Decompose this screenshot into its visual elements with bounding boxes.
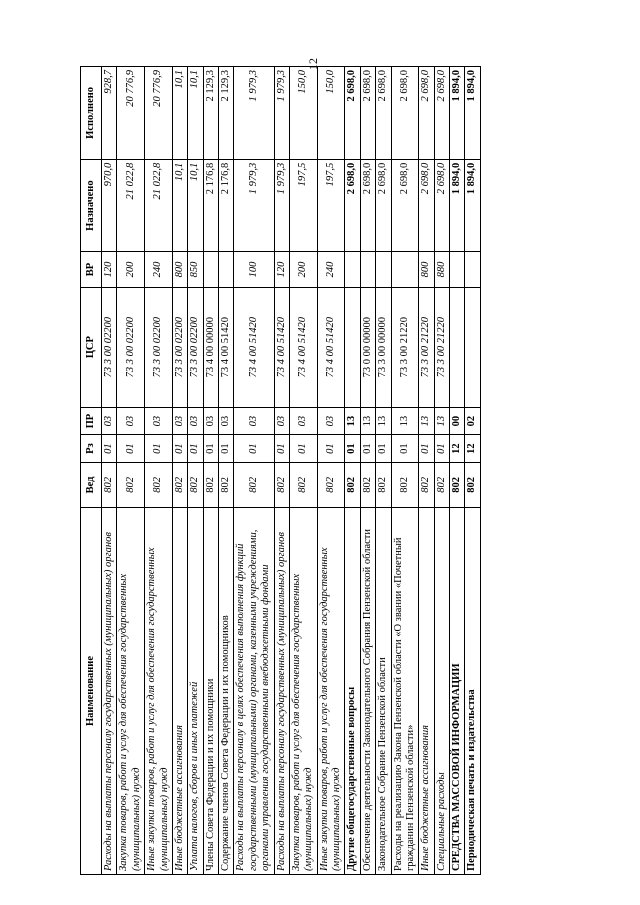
row-planned-cell: 21 022,8 <box>145 159 173 252</box>
row-name-cell: Уплата налогов, сборов и иных платежей <box>188 507 203 874</box>
row-vr-cell: 120 <box>274 252 289 287</box>
row-name-cell: Иные закупки товаров, работ и услуг для обеспечения государственных (муниципальных) нужд <box>317 507 345 874</box>
row-ved-cell: 802 <box>117 462 145 507</box>
row-rz-cell: 01 <box>289 435 317 463</box>
row-planned-cell: 2 176,8 <box>219 159 234 252</box>
row-vr-cell <box>450 252 465 287</box>
row-rz-cell: 01 <box>145 435 173 463</box>
row-rz-cell: 01 <box>360 435 375 463</box>
row-vr-cell: 800 <box>172 252 187 287</box>
row-rz-cell: 12 <box>450 435 465 463</box>
row-planned-cell: 197,5 <box>317 159 345 252</box>
row-rz-cell: 01 <box>234 435 274 463</box>
row-vr-cell <box>376 252 391 287</box>
header-executed: Исполнено <box>81 67 102 160</box>
row-rz-cell: 01 <box>419 435 434 463</box>
row-csr-cell: 73 3 00 21220 <box>434 287 449 407</box>
row-executed-cell: 20 776,9 <box>145 67 173 160</box>
row-ved-cell: 802 <box>391 462 419 507</box>
row-planned-cell: 1 979,3 <box>274 159 289 252</box>
table-row <box>145 67 173 875</box>
row-name-cell: Члены Совета Федерации и их помощники <box>203 507 218 874</box>
row-name-cell: Содержание членов Совета Федерации и их помощников <box>219 507 234 874</box>
table-row <box>203 67 218 875</box>
row-vr-cell: 200 <box>117 252 145 287</box>
table-row <box>391 67 419 875</box>
row-executed-cell: 928,7 <box>102 67 117 160</box>
row-pr-cell: 03 <box>203 407 218 435</box>
row-ved-cell: 802 <box>450 462 465 507</box>
row-rz-cell: 01 <box>117 435 145 463</box>
row-planned-cell: 197,5 <box>289 159 317 252</box>
row-csr-cell <box>345 287 360 407</box>
row-vr-cell <box>219 252 234 287</box>
header-rz: Рз <box>81 435 102 463</box>
row-vr-cell: 120 <box>102 252 117 287</box>
row-ved-cell: 802 <box>360 462 375 507</box>
row-name-cell: Иные бюджетные ассигнования <box>172 507 187 874</box>
row-planned-cell: 2 698,0 <box>419 159 434 252</box>
row-vr-cell: 800 <box>419 252 434 287</box>
row-pr-cell: 03 <box>102 407 117 435</box>
row-pr-cell: 03 <box>117 407 145 435</box>
row-pr-cell: 03 <box>172 407 187 435</box>
row-ved-cell: 802 <box>234 462 274 507</box>
table-row <box>345 67 360 875</box>
row-pr-cell: 03 <box>317 407 345 435</box>
row-executed-cell: 2 698,0 <box>345 67 360 160</box>
row-executed-cell: 2 698,0 <box>391 67 419 160</box>
row-csr-cell: 73 3 00 02200 <box>188 287 203 407</box>
row-csr-cell: 73 3 00 02200 <box>172 287 187 407</box>
table-header-row <box>81 67 102 875</box>
row-ved-cell: 802 <box>419 462 434 507</box>
row-vr-cell: 240 <box>145 252 173 287</box>
row-name-cell: Законодательное Собрание Пензенской области <box>376 507 391 874</box>
table-row <box>360 67 375 875</box>
row-executed-cell: 2 698,0 <box>419 67 434 160</box>
table-body <box>102 67 481 875</box>
table-row <box>450 67 465 875</box>
table-row <box>102 67 117 875</box>
row-csr-cell: 73 4 00 51420 <box>219 287 234 407</box>
row-vr-cell: 880 <box>434 252 449 287</box>
row-planned-cell: 2 698,0 <box>376 159 391 252</box>
row-executed-cell: 2 129,3 <box>203 67 218 160</box>
row-pr-cell: 13 <box>345 407 360 435</box>
row-ved-cell: 802 <box>345 462 360 507</box>
row-planned-cell: 2 698,0 <box>391 159 419 252</box>
row-executed-cell: 150,0 <box>317 67 345 160</box>
table-row <box>274 67 289 875</box>
row-planned-cell: 2 698,0 <box>434 159 449 252</box>
page-number: 12 <box>306 58 320 70</box>
row-ved-cell: 802 <box>274 462 289 507</box>
row-rz-cell: 01 <box>345 435 360 463</box>
header-pr: ПР <box>81 407 102 435</box>
row-csr-cell: 73 3 00 02200 <box>145 287 173 407</box>
row-vr-cell <box>203 252 218 287</box>
row-executed-cell: 1 979,3 <box>234 67 274 160</box>
row-executed-cell: 10,1 <box>172 67 187 160</box>
header-planned: Назначено <box>81 159 102 252</box>
row-csr-cell: 73 3 00 02200 <box>117 287 145 407</box>
row-name-cell: Расходы на выплаты персоналу в целях обеспечения выполнения функций государственными (муниципальными) органами, казенными учреждениями, органами управления государственными внебюджетными фондами <box>234 507 274 874</box>
row-name-cell: Специальные расходы <box>434 507 449 874</box>
row-name-cell: Периодическая печать и издательства <box>465 507 480 874</box>
row-planned-cell: 2 698,0 <box>345 159 360 252</box>
row-rz-cell: 01 <box>274 435 289 463</box>
row-ved-cell: 802 <box>219 462 234 507</box>
row-pr-cell: 03 <box>219 407 234 435</box>
row-ved-cell: 802 <box>289 462 317 507</box>
row-executed-cell: 150,0 <box>289 67 317 160</box>
row-vr-cell <box>391 252 419 287</box>
row-name-cell: Расходы на выплаты персоналу государственных (муниципальных) органов <box>274 507 289 874</box>
row-ved-cell: 802 <box>172 462 187 507</box>
row-rz-cell: 01 <box>188 435 203 463</box>
row-planned-cell: 1 894,0 <box>465 159 480 252</box>
row-executed-cell: 2 129,3 <box>219 67 234 160</box>
row-pr-cell: 13 <box>434 407 449 435</box>
row-executed-cell: 1 894,0 <box>450 67 465 160</box>
header-csr: ЦСР <box>81 287 102 407</box>
row-csr-cell <box>465 287 480 407</box>
row-planned-cell: 2 698,0 <box>360 159 375 252</box>
table-row <box>219 67 234 875</box>
row-vr-cell: 240 <box>317 252 345 287</box>
row-vr-cell: 850 <box>188 252 203 287</box>
header-name: Наименование <box>81 507 102 874</box>
row-vr-cell <box>345 252 360 287</box>
row-name-cell: Расходы на выплаты персоналу государственных (муниципальных) органов <box>102 507 117 874</box>
table-row <box>317 67 345 875</box>
row-pr-cell: 03 <box>274 407 289 435</box>
table-row <box>188 67 203 875</box>
row-pr-cell: 13 <box>376 407 391 435</box>
row-rz-cell: 01 <box>203 435 218 463</box>
row-rz-cell: 01 <box>172 435 187 463</box>
rotated-page-content <box>80 66 552 875</box>
row-csr-cell: 73 4 00 00000 <box>203 287 218 407</box>
row-pr-cell: 13 <box>360 407 375 435</box>
row-ved-cell: 802 <box>188 462 203 507</box>
row-name-cell: Закупка товаров, работ и услуг для обеспечения государственных (муниципальных) нужд <box>117 507 145 874</box>
row-executed-cell: 20 776,9 <box>117 67 145 160</box>
table-row <box>465 67 480 875</box>
row-vr-cell <box>465 252 480 287</box>
row-rz-cell: 01 <box>317 435 345 463</box>
row-pr-cell: 03 <box>289 407 317 435</box>
table-row <box>289 67 317 875</box>
row-planned-cell: 10,1 <box>188 159 203 252</box>
row-csr-cell: 73 3 00 00000 <box>376 287 391 407</box>
row-planned-cell: 1 979,3 <box>234 159 274 252</box>
row-pr-cell: 00 <box>450 407 465 435</box>
row-executed-cell: 2 698,0 <box>434 67 449 160</box>
row-pr-cell: 13 <box>391 407 419 435</box>
row-pr-cell: 03 <box>145 407 173 435</box>
row-csr-cell: 73 3 00 21220 <box>391 287 419 407</box>
row-planned-cell: 10,1 <box>172 159 187 252</box>
row-pr-cell: 13 <box>419 407 434 435</box>
row-rz-cell: 01 <box>102 435 117 463</box>
row-csr-cell: 73 0 00 00000 <box>360 287 375 407</box>
table-row <box>234 67 274 875</box>
table-row <box>117 67 145 875</box>
row-name-cell: Другие общегосударственные вопросы <box>345 507 360 874</box>
table-row <box>376 67 391 875</box>
row-ved-cell: 802 <box>203 462 218 507</box>
row-ved-cell: 802 <box>376 462 391 507</box>
row-planned-cell: 2 176,8 <box>203 159 218 252</box>
row-name-cell: Закупка товаров, работ и услуг для обеспечения государственных (муниципальных) нужд <box>289 507 317 874</box>
row-csr-cell: 73 4 00 51420 <box>234 287 274 407</box>
row-rz-cell: 01 <box>434 435 449 463</box>
row-ved-cell: 802 <box>102 462 117 507</box>
row-executed-cell: 1 979,3 <box>274 67 289 160</box>
row-csr-cell: 73 4 00 51420 <box>289 287 317 407</box>
row-executed-cell: 10,1 <box>188 67 203 160</box>
row-pr-cell: 02 <box>465 407 480 435</box>
row-csr-cell: 73 4 00 51420 <box>317 287 345 407</box>
row-vr-cell: 100 <box>234 252 274 287</box>
row-csr-cell: 73 3 00 21220 <box>419 287 434 407</box>
header-vr: ВР <box>81 252 102 287</box>
row-ved-cell: 802 <box>317 462 345 507</box>
row-name-cell: Иные бюджетные ассигнования <box>419 507 434 874</box>
row-rz-cell: 01 <box>219 435 234 463</box>
row-name-cell: Обеспечение деятельности Законодательного Собрания Пензенской области <box>360 507 375 874</box>
row-vr-cell <box>360 252 375 287</box>
row-rz-cell: 01 <box>391 435 419 463</box>
row-csr-cell: 73 3 00 02200 <box>102 287 117 407</box>
row-executed-cell: 2 698,0 <box>360 67 375 160</box>
row-ved-cell: 802 <box>145 462 173 507</box>
row-name-cell: Расходы на реализацию Закона Пензенской области «О звании «Почетный гражданин Пензенской области» <box>391 507 419 874</box>
row-planned-cell: 21 022,8 <box>117 159 145 252</box>
table-row <box>172 67 187 875</box>
row-vr-cell: 200 <box>289 252 317 287</box>
row-csr-cell <box>450 287 465 407</box>
row-name-cell: Иные закупки товаров, работ и услуг для обеспечения государственных (муниципальных) нужд <box>145 507 173 874</box>
row-rz-cell: 12 <box>465 435 480 463</box>
row-ved-cell: 802 <box>465 462 480 507</box>
table-row <box>419 67 434 875</box>
row-name-cell: СРЕДСТВА МАССОВОЙ ИНФОРМАЦИИ <box>450 507 465 874</box>
row-ved-cell: 802 <box>434 462 449 507</box>
row-planned-cell: 1 894,0 <box>450 159 465 252</box>
table-row <box>434 67 449 875</box>
budget-table <box>80 66 481 875</box>
row-executed-cell: 2 698,0 <box>376 67 391 160</box>
row-rz-cell: 01 <box>376 435 391 463</box>
row-pr-cell: 03 <box>234 407 274 435</box>
row-pr-cell: 03 <box>188 407 203 435</box>
row-executed-cell: 1 894,0 <box>465 67 480 160</box>
header-ved: Вед <box>81 462 102 507</box>
row-planned-cell: 970,0 <box>102 159 117 252</box>
row-csr-cell: 73 4 00 51420 <box>274 287 289 407</box>
